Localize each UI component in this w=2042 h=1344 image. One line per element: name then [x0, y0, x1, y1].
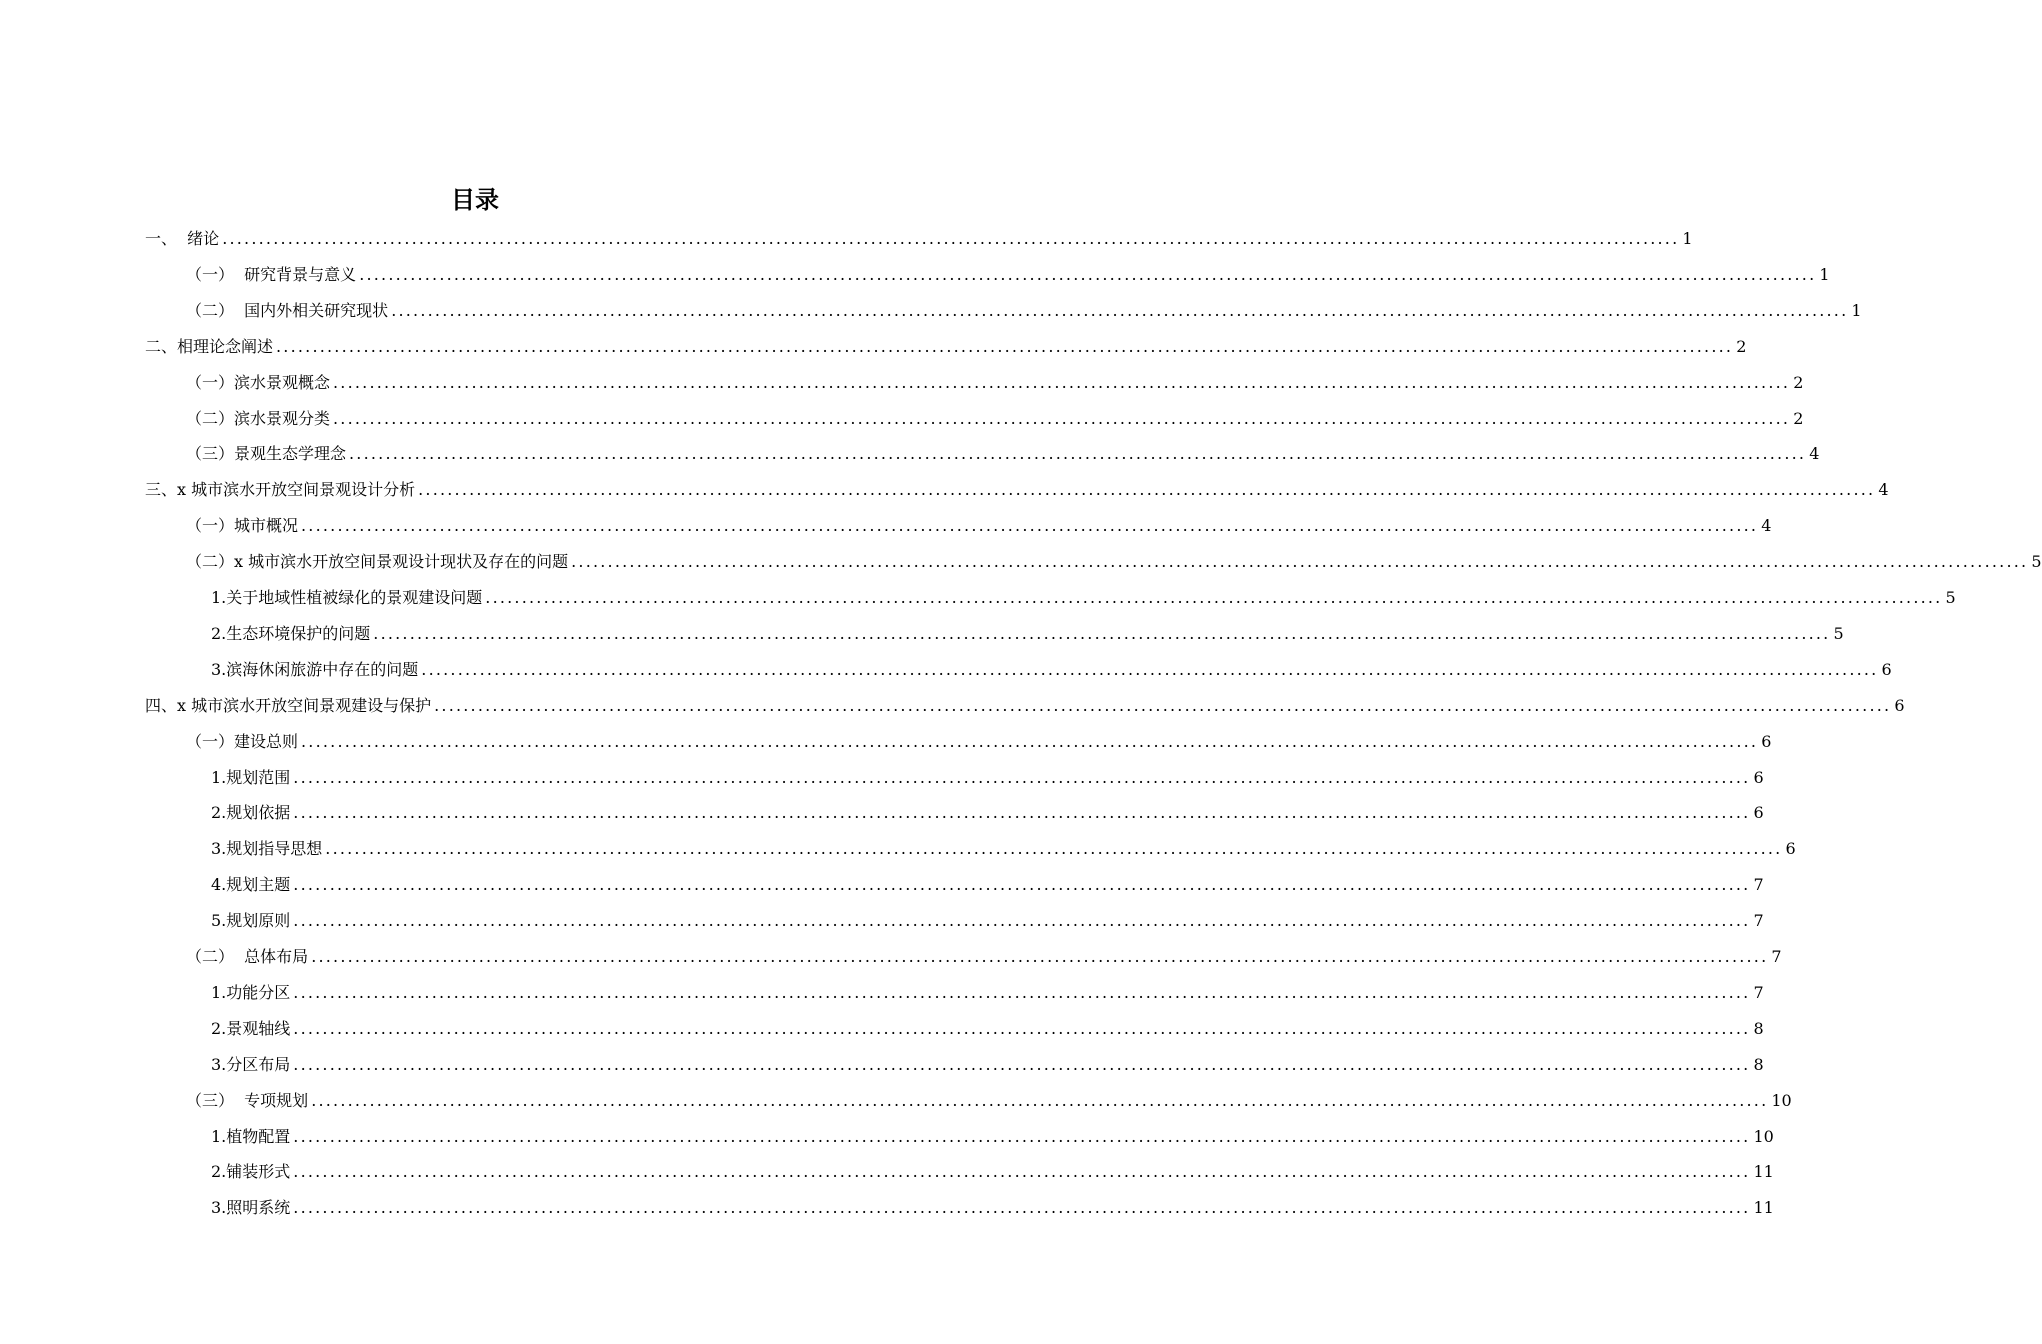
toc-entry-label: 1.功能分区 — [211, 982, 291, 1002]
toc-entry-label: 四、x 城市滨水开放空间景观建设与保护 — [145, 695, 432, 715]
toc-entry-page-number: 6 — [1753, 767, 1764, 787]
toc-dot-leader: ........................................................................................................................................................................................................ — [311, 1090, 1769, 1110]
toc-entry-label: 2.规划依据 — [211, 803, 291, 823]
toc-entry-label: 1.植物配置 — [211, 1126, 291, 1146]
toc-entry[interactable] — [211, 867, 1764, 903]
toc-entry-label: 3.规划指导思想 — [211, 839, 323, 859]
toc-entry[interactable] — [211, 1190, 1774, 1226]
toc-entry-page-number: 7 — [1753, 875, 1764, 895]
toc-entry[interactable] — [186, 365, 1804, 401]
toc-entry-page-number: 6 — [1881, 659, 1892, 679]
toc-entry-page-number: 4 — [1878, 480, 1889, 500]
toc-entry-page-number: 5 — [2031, 552, 2042, 572]
toc-dot-leader: ........................................................................................................................................................................................................ — [434, 695, 1892, 715]
toc-entry-label: （三）景观生态学理念 — [186, 444, 347, 464]
toc-entry-page-number: 1 — [1851, 300, 1862, 320]
toc-entry-label: 3.滨海休闲旅游中存在的问题 — [211, 659, 419, 679]
toc-entry-page-number: 1 — [1682, 229, 1693, 248]
toc-dot-leader: ........................................................................................................................................................................................................ — [293, 803, 1751, 823]
toc-entry-page-number: 4 — [1809, 444, 1820, 464]
toc-entry[interactable] — [186, 1083, 1792, 1119]
toc-entry-page-number: 6 — [1761, 731, 1772, 751]
toc-entry-label: 2.生态环境保护的问题 — [211, 623, 371, 643]
toc-entry[interactable] — [186, 544, 2042, 580]
toc-entry[interactable] — [211, 760, 1764, 796]
toc-entry[interactable] — [186, 436, 1820, 472]
toc-entry[interactable] — [211, 1011, 1764, 1047]
toc-entry[interactable] — [211, 831, 1796, 867]
toc-entry-page-number: 6 — [1785, 839, 1796, 859]
toc-entry-label: （一） 研究背景与意义 — [186, 264, 357, 284]
toc-entry-label: 一、 绪论 — [145, 229, 220, 248]
toc-dot-leader: ........................................................................................................................................................................................................ — [349, 444, 1807, 464]
toc-dot-leader: ........................................................................................................................................................................................................ — [293, 875, 1751, 895]
toc-entry-label: 4.规划主题 — [211, 875, 291, 895]
toc-entry-label: 1.规划范围 — [211, 767, 291, 787]
toc-entry[interactable] — [211, 616, 1844, 652]
toc-dot-leader: ........................................................................................................................................................................................................ — [485, 588, 1943, 607]
toc-entry-page-number: 5 — [1945, 588, 1956, 607]
toc-dot-leader: ........................................................................................................................................................................................................ — [359, 264, 1817, 284]
toc-entry[interactable] — [186, 401, 1804, 437]
toc-entry-page-number: 8 — [1753, 1054, 1764, 1074]
toc-entry[interactable] — [186, 508, 1772, 544]
toc-entry-label: 2.铺装形式 — [211, 1162, 291, 1182]
toc-dot-leader: ........................................................................................................................................................................................................ — [418, 480, 1876, 500]
toc-entry-page-number: 6 — [1894, 695, 1905, 715]
toc-entry[interactable] — [211, 1154, 1774, 1190]
toc-entry[interactable] — [211, 975, 1764, 1011]
toc-entry-page-number: 7 — [1753, 911, 1764, 931]
toc-entry[interactable] — [211, 1047, 1764, 1083]
toc-entry-page-number: 5 — [1833, 623, 1844, 643]
toc-entry-label: （三） 专项规划 — [186, 1090, 309, 1110]
toc-entry-page-number: 6 — [1753, 803, 1764, 823]
toc-entry[interactable] — [186, 939, 1782, 975]
toc-entry[interactable] — [145, 688, 1905, 724]
toc-entry[interactable] — [145, 221, 1693, 257]
toc-entry-page-number: 1 — [1819, 264, 1830, 284]
toc-dot-leader: ........................................................................................................................................................................................................ — [333, 408, 1791, 428]
toc-entry-label: 2.景观轴线 — [211, 1018, 291, 1038]
toc-entry-label: 5.规划原则 — [211, 911, 291, 931]
toc-dot-leader: ........................................................................................................................................................................................................ — [293, 1018, 1751, 1038]
toc-entry-page-number: 10 — [1771, 1090, 1792, 1110]
toc-entry[interactable] — [145, 472, 1889, 508]
toc-entry[interactable] — [211, 652, 1892, 688]
toc-entry-label: （一）滨水景观概念 — [186, 372, 331, 392]
toc-entry-page-number: 8 — [1753, 1018, 1764, 1038]
toc-title: 目录 — [451, 186, 499, 214]
toc-entry[interactable] — [145, 329, 1747, 365]
toc-entry-page-number: 11 — [1753, 1162, 1774, 1182]
toc-entry-page-number: 10 — [1753, 1126, 1774, 1146]
toc-entry[interactable] — [211, 795, 1764, 831]
toc-dot-leader: ........................................................................................................................................................................................................ — [293, 1126, 1751, 1146]
toc-entry-label: 3.照明系统 — [211, 1198, 291, 1218]
toc-dot-leader: ........................................................................................................................................................................................................ — [311, 947, 1769, 966]
toc-entry-label: （一）建设总则 — [186, 731, 299, 751]
toc-entry-label: （二）滨水景观分类 — [186, 408, 331, 428]
toc-dot-leader: ........................................................................................................................................................................................................ — [373, 623, 1831, 643]
toc-entry-label: 1.关于地域性植被绿化的景观建设问题 — [211, 588, 483, 607]
toc-dot-leader: ........................................................................................................................................................................................................ — [333, 372, 1791, 392]
toc-dot-leader: ........................................................................................................................................................................................................ — [391, 300, 1849, 320]
toc-entry-page-number: 4 — [1761, 516, 1772, 536]
toc-dot-leader: ........................................................................................................................................................................................................ — [222, 229, 1680, 248]
toc-entry-page-number: 11 — [1753, 1198, 1774, 1218]
toc-entry-page-number: 2 — [1793, 372, 1804, 392]
toc-entry[interactable] — [211, 580, 1956, 616]
toc-dot-leader: ........................................................................................................................................................................................................ — [293, 1162, 1751, 1182]
toc-entry[interactable] — [211, 1119, 1774, 1155]
toc-entry-label: 二、相理论念阐述 — [145, 336, 274, 356]
toc-entry-page-number: 7 — [1753, 982, 1764, 1002]
toc-entry-page-number: 7 — [1771, 947, 1782, 966]
toc-entry-label: 三、x 城市滨水开放空间景观设计分析 — [145, 480, 416, 500]
toc-dot-leader: ........................................................................................................................................................................................................ — [421, 659, 1879, 679]
toc-dot-leader: ........................................................................................................................................................................................................ — [293, 1198, 1751, 1218]
toc-dot-leader: ........................................................................................................................................................................................................ — [293, 911, 1751, 931]
toc-dot-leader: ........................................................................................................................................................................................................ — [293, 767, 1751, 787]
toc-dot-leader: ........................................................................................................................................................................................................ — [325, 839, 1783, 859]
toc-dot-leader: ........................................................................................................................................................................................................ — [301, 731, 1759, 751]
toc-entry-label: （一）城市概况 — [186, 516, 299, 536]
toc-entry-label: （二）x 城市滨水开放空间景观设计现状及存在的问题 — [186, 552, 569, 572]
toc-entry[interactable] — [186, 257, 1830, 293]
toc-dot-leader: ........................................................................................................................................................................................................ — [276, 336, 1734, 356]
toc-entry-label: 3.分区布局 — [211, 1054, 291, 1074]
toc-dot-leader: ........................................................................................................................................................................................................ — [293, 1054, 1751, 1074]
toc-dot-leader: ........................................................................................................................................................................................................ — [301, 516, 1759, 536]
toc-dot-leader: ........................................................................................................................................................................................................ — [293, 982, 1751, 1002]
toc-entry-page-number: 2 — [1736, 336, 1747, 356]
toc-entry[interactable] — [186, 293, 1862, 329]
toc-entry-label: （二） 总体布局 — [186, 947, 309, 966]
toc-dot-leader: ........................................................................................................................................................................................................ — [571, 552, 2029, 572]
toc-entry-page-number: 2 — [1793, 408, 1804, 428]
toc-entry[interactable] — [211, 903, 1764, 939]
toc-entry[interactable] — [186, 724, 1772, 760]
toc-entry-label: （二） 国内外相关研究现状 — [186, 300, 389, 320]
